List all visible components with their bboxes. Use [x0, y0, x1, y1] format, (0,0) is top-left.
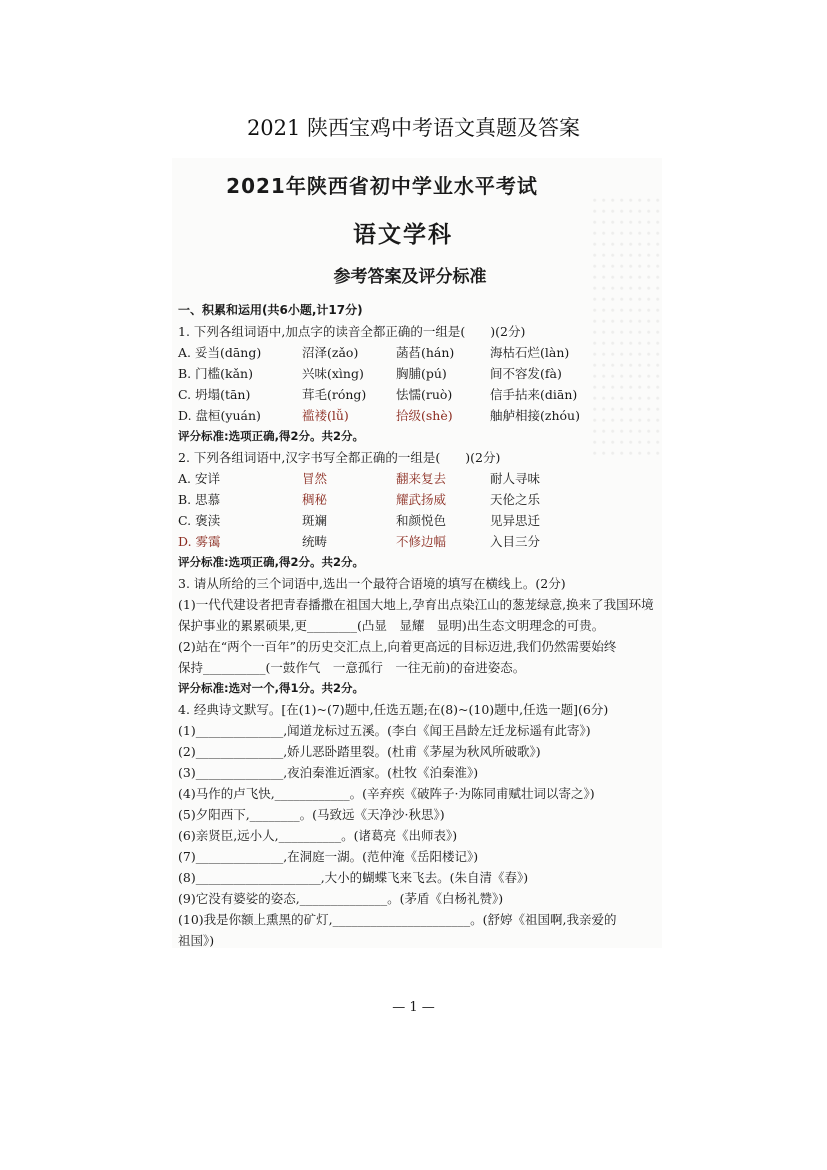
option-cell: 信手拈来(diān) [490, 387, 578, 402]
q4-item: (6)亲贤臣,远小人,__________。(诸葛亮《出师表》) [178, 828, 458, 843]
option-cell: 和颜悦色 [396, 513, 447, 528]
option-cell: 拾级(shè) [396, 408, 453, 423]
option-cell: 入目三分 [490, 534, 541, 549]
q4-item: (3)______________,夜泊秦淮近酒家。(杜牧《泊秦淮》) [178, 765, 479, 780]
question-2-stem: 2. 下列各组词语中,汉字书写全都正确的一组是( )(2分) [178, 450, 501, 465]
option-cell: 沼泽(zǎo) [302, 345, 359, 360]
q1-option-d [178, 405, 648, 426]
q4-item: (1)______________,闻道龙标过五溪。(李白《闻王昌龄左迁龙标遥有此寄》) [178, 723, 591, 738]
q1-score-rule: 评分标准:选项正确,得2分。共2分。 [178, 429, 364, 443]
q4-item: (8)____________________,大小的蝴蝶飞来飞去。(朱自清《春》) [178, 870, 529, 885]
option-cell: 菡萏(hán) [396, 345, 455, 360]
option-cell: 冒然 [302, 471, 328, 486]
option-cell: 不修边幅 [396, 534, 447, 549]
option-cell: A. 安详 [178, 471, 220, 486]
option-cell: 海枯石烂(làn) [490, 345, 570, 360]
q2-option-a [178, 468, 648, 489]
option-cell: 翻来复去 [396, 471, 447, 486]
q4-item: (10)我是你额上熏黑的矿灯,______________________。(舒婷《祖国啊,我亲爱的 [178, 912, 617, 927]
q4-item: (4)马作的卢飞快,____________。(辛弃疾《破阵子·为陈同甫赋壮词以寄之》) [178, 786, 595, 801]
q3-part1-line1: (1)一代代建设者把青春播撒在祖国大地上,孕育出点染江山的葱茏绿意,换来了我国环境 [178, 597, 654, 612]
option-cell: 天伦之乐 [490, 492, 541, 507]
q2-score-rule: 评分标准:选项正确,得2分。共2分。 [178, 555, 364, 569]
option-cell: 稠秘 [302, 492, 328, 507]
exam-title: 2021年陕西省初中学业水平考试 [226, 174, 538, 198]
q2-option-b [178, 489, 648, 510]
option-cell: 舳舻相接(zhóu) [490, 408, 580, 423]
option-cell: 间不容发(fà) [490, 366, 562, 381]
q3-part1-line2: 保护事业的累累硕果,更________(凸显 显耀 显明)出生态文明理念的可贵。 [178, 618, 605, 633]
q4-item: (5)夕阳西下,________。(马致远《天净沙·秋思》) [178, 807, 445, 822]
option-cell: 怯懦(ruò) [396, 387, 453, 402]
option-cell: 耀武扬威 [396, 492, 447, 507]
option-cell: 斑斓 [302, 513, 328, 528]
option-cell: 耐人寻味 [490, 471, 541, 486]
option-cell: B. 门槛(kǎn) [178, 366, 253, 381]
q3-score-rule: 评分标准:选对一个,得1分。共2分。 [178, 681, 364, 695]
option-cell: 兴味(xìng) [302, 366, 364, 381]
option-cell: 茸毛(róng) [302, 387, 367, 402]
question-3-stem: 3. 请从所给的三个词语中,选出一个最符合语境的填写在横线上。(2分) [178, 576, 566, 591]
section-heading: 一、积累和运用(共6小题,计17分) [178, 303, 363, 317]
question-4-stem: 4. 经典诗文默写。[在(1)~(7)题中,任选五题;在(8)~(10)题中,任选一题](6分) [178, 702, 609, 717]
q4-item: (2)______________,娇儿恶卧踏里裂。(杜甫《茅屋为秋风所破歌》) [178, 744, 541, 759]
option-cell: 统畴 [302, 534, 328, 549]
option-cell: A. 妥当(dāng) [178, 345, 262, 360]
subject-title: 语文学科 [353, 222, 453, 248]
option-cell: 胸脯(pú) [396, 366, 447, 381]
answer-body [178, 300, 654, 951]
q4-item: (9)它没有婆娑的姿态,______________。(茅盾《白杨礼赞》) [178, 891, 504, 906]
option-cell: B. 思慕 [178, 492, 221, 507]
q1-option-b [178, 363, 648, 384]
q4-item: 祖国》) [178, 933, 215, 948]
option-cell: C. 褒渎 [178, 513, 221, 528]
option-cell: D. 雾霭 [178, 534, 221, 549]
q1-option-a [178, 342, 648, 363]
question-1-stem: 1. 下列各组词语中,加点字的读音全都正确的一组是( )(2分) [178, 324, 526, 339]
option-cell: D. 盘桓(yuán) [178, 408, 261, 423]
q1-option-c [178, 384, 648, 405]
q2-option-c [178, 510, 648, 531]
answer-key-title: 参考答案及评分标准 [333, 267, 487, 287]
page-number: — 1 — [392, 1000, 435, 1015]
q4-item: (7)______________,在洞庭一湖。(范仲淹《岳阳楼记》) [178, 849, 479, 864]
option-cell: 褴褛(lǚ) [302, 408, 349, 423]
document-title: 2021 陕西宝鸡中考语文真题及答案 [246, 116, 581, 140]
option-cell: C. 坍塌(tān) [178, 387, 251, 402]
q2-option-d [178, 531, 648, 552]
q3-part2-line1: (2)站在“两个一百年”的历史交汇点上,向着更高远的目标迈进,我们仍然需要始终 [178, 639, 617, 654]
q3-part2-line2: 保持__________(一鼓作气 一意孤行 一往无前)的奋进姿态。 [178, 660, 526, 675]
option-cell: 见异思迁 [490, 513, 541, 528]
